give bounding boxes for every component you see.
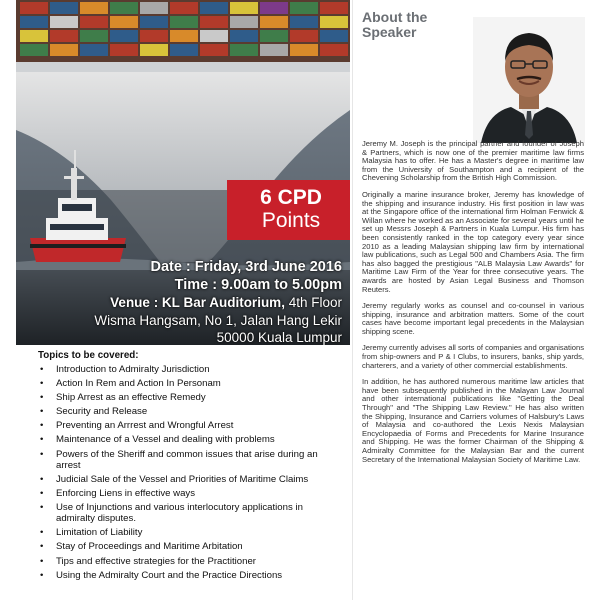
list-item: • Stay of Proceedings and Maritime Arbitation <box>38 541 338 555</box>
list-item: • Judicial Sale of the Vessel and Priorities of Maritime Claims <box>38 474 338 488</box>
list-item: • Security and Release <box>38 406 338 420</box>
bio-paragraph: Originally a marine insurance broker, Jeremy has knowledge of the shipping and insurance industry. His first position in law was at the Singapore office of the international firm Holman Fenwick & Willan where he worked as an Associate for several years until he set up Messrs Joseph & Partners in Kuala Lumpur. His firm has been consistently ranked in the top category every year since 2010 as a leading Malaysian shipping law firm by international law publications, such as Legal 500 and Chambers Asia. The firm has also bagged the prestigious "ALB Malaysia Law Awards" for Maritime Law Firm of the Year for three consecutive years. The awards are hosted by Asian Legal Business and Thomson Reuters. <box>362 189 584 294</box>
list-item: • Tips and effective strategies for the Practitioner <box>38 556 338 570</box>
list-item: • Enforcing Liens in effective ways <box>38 488 338 502</box>
list-item: • Ship Arrest as an effective Remedy <box>38 392 338 406</box>
bio-paragraph: Jeremy currently advises all sorts of companies and organisations from ship-owners and P & I Clubs, to insurers, banks, ship yards, charterers, and a variety of other commercial establishments. <box>362 343 584 370</box>
cpd-badge <box>227 180 350 240</box>
bio-paragraph: Jeremy regularly works as counsel and co-counsel in various shipping, insurance and arbitration matters. Some of the court cases have become important legal precedents in the Malaysian shipping scene. <box>362 301 584 336</box>
speaker-photo <box>473 17 585 143</box>
event-venue <box>22 294 342 312</box>
venue-floor: 4th Floor <box>288 295 342 310</box>
cpd-label: Points <box>261 209 321 232</box>
topics-list <box>38 364 338 584</box>
speaker-portrait-icon <box>473 17 585 143</box>
hero-image <box>16 0 350 345</box>
venue-label: Venue : KL Bar Auditorium, <box>110 295 285 310</box>
list-item: • Use of Injunctions and various interlocutory applications in admiralty disputes. <box>38 502 338 527</box>
speaker-bio <box>362 140 584 472</box>
list-item: • Maintenance of a Vessel and dealing with problems <box>38 434 338 448</box>
event-details <box>22 258 342 345</box>
event-address-1: Wisma Hangsam, No 1, Jalan Hang Lekir <box>94 313 342 328</box>
list-item: • Powers of the Sheriff and common issues that arise during an arrest <box>38 449 338 474</box>
bio-paragraph: In addition, he has authored numerous maritime law articles that have been subsequently published in the Malayan Law Journal and other international publications like "Getting the Deal Through" and "The Shipping Law Review." He has also written the Shipping, Insurance and Carriers volumes of Halsbury's Laws of Malaysia and co-authored the Lexis Nexis Malaysian Encyclopaedia of Forms and Precedents for Marine Insurance and Shipping. He was the former Chairman of the Shipping & Admiralty Committee for the Malaysian Bar and the current Secretary of the International Malaysian Society of Maritime Law. <box>362 377 584 464</box>
bio-paragraph: Jeremy M. Joseph is the principal partner and founder of Joseph & Partners, which is now one of the premier maritime law firms Malaysia has to offer. He has a Master's degree in maritime law from the University of Southampton and a recipient of the Chevening Scholarship from the British High Commission. <box>362 139 584 183</box>
topics-heading: Topics to be covered: <box>38 350 139 361</box>
list-item: • Using the Admiralty Court and the Practice Directions <box>38 570 338 584</box>
list-item: • Introduction to Admiralty Jurisdiction <box>38 364 338 378</box>
list-item: • Preventing an Arrrest and Wrongful Arrest <box>38 420 338 434</box>
list-item: • Limitation of Liability <box>38 527 338 541</box>
cpd-number: 6 CPD <box>260 186 322 209</box>
speaker-heading: About the Speaker <box>362 9 428 40</box>
column-divider <box>352 0 353 600</box>
topics-section <box>38 350 338 584</box>
list-item: • Action In Rem and Action In Personam <box>38 378 338 392</box>
event-address-2: 50000 Kuala Lumpur <box>216 330 342 345</box>
event-time: Time : 9.00am to 5.00pm <box>174 277 342 293</box>
event-date: Date : Friday, 3rd June 2016 <box>150 259 342 275</box>
